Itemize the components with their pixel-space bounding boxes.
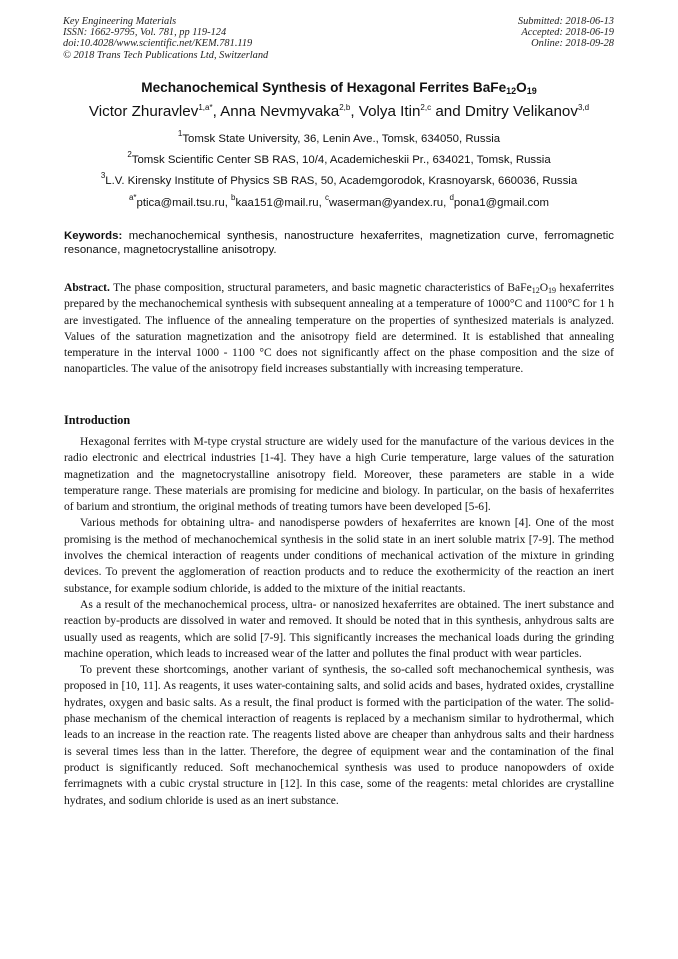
author-emails: $^{a*}$ptica@mail.tsu.ru, $^b$kaa151@mail.ru, $^c$waserman@yandex.ru, $^d$pona1@gmail.com bbox=[128, 193, 550, 209]
online-date: Online: 2018-09-28 bbox=[531, 38, 614, 50]
paper-title: Mechanochemical Synthesis of Hexagonal Ferrites $BaFe_{12}O_{19}$ bbox=[141, 80, 537, 96]
email-link[interactable]: waserman@yandex.ru bbox=[328, 197, 444, 209]
journal-name: Key Engineering Materials bbox=[63, 16, 177, 27]
introduction-body bbox=[64, 434, 614, 809]
affiliation-3: $^3$L.V. Kirensky Institute of Physics SB RAS, 50, Academgorodok, Krasnoyarsk, 660036, Russia bbox=[100, 171, 578, 187]
author-name: Volya Itin bbox=[358, 103, 421, 120]
paragraph: To prevent these shortcomings, another variant of synthesis, the so-called soft mechanochemical synthesis, was proposed in [10, 11]. As reagents, it uses water-containing salts, and solid acids and bases, hydrated oxides, crystalline hydrates, oxygen and basic salts. As a result, the final product is formed with the participation of the water. The solid-phase mechanism of the chemical interaction of reagents is replaced by a mechanism similar to hydrothermal, which leads to an increase in the reaction rate. The reagents listed above are cheaper than anhydrous salts and their hardness is several times less than in the latter. Therefore, the degree of equipment wear and the contamination of the final product is significantly reduced. Soft mechanochemical synthesis was used to produce nanopowders of oxide ferrimagnets with a cubic crystal structure in [12]. In this case, some of the reagents: metal chlorides are crystalline hydrates, and sodium chloride is used as an inert substance. bbox=[64, 664, 614, 807]
journal-info bbox=[63, 16, 268, 61]
affiliation-1: $^1$Tomsk State University, 36, Lenin Ave., Tomsk, 634050, Russia bbox=[177, 129, 501, 145]
accepted-date: Accepted: 2018-06-19 bbox=[521, 27, 614, 39]
submitted-date: Submitted: 2018-06-13 bbox=[517, 16, 614, 27]
abstract-section: Abstract. The phase composition, structural parameters, and basic magnetic characteristics of $BaFe_{12}O_{19}$ hexaferrites prepared by the mechanochemical synthesis with subsequent annealing at a temperature of 1000°C and 1100°C for 1 h are investigated. The influence of the annealing temperature on the properties of synthesized materials is analyzed. Values of the saturation magnetization and the anisotropy field are determined. It is established that annealing temperature in the interval 1000 - 1100 °C does not significantly affect on the phase composition and the size of nanoparticles. The value of the anisotropy field increases substantially with increasing temperature. bbox=[64, 282, 614, 376]
abstract-label: Abstract. bbox=[64, 282, 110, 294]
section-heading-introduction: Introduction bbox=[64, 413, 131, 427]
keywords-section bbox=[64, 230, 614, 258]
author-name: Dmitry Velikanov bbox=[464, 103, 578, 120]
doi-line: doi:10.4028/www.scientific.net/KEM.781.119 bbox=[63, 38, 253, 50]
paragraph: Hexagonal ferrites with M-type crystal structure are widely used for the manufacture of the various devices in the radio electronic and electrical industries [1-4]. They have a high Curie temperature, large values of the saturation magnetization and the magnetocrystalline anisotropy field. Moreover, these parameters are stable in a wide temperature range. These materials are promising for medicine and biology. In particular, on the basis of hexaferrites of barium and strontium, the original methods of treating tumors have been developed [5-6]. bbox=[64, 436, 614, 514]
author-list: Victor Zhuravlev$^{1,a*}$, Anna Nevmyvaka$^{2,b}$, Volya Itin$^{2,c}$ and Dmitry Velikanov$^{3,d}$ bbox=[88, 103, 590, 120]
email-link[interactable]: kaa151@mail.ru bbox=[235, 197, 319, 209]
author-name: Anna Nevmyvaka bbox=[220, 103, 340, 120]
issn-line: ISSN: 1662-9795, Vol. 781, pp 119-124 bbox=[63, 27, 227, 39]
email-link[interactable]: pona1@gmail.com bbox=[453, 197, 550, 209]
author-name: Victor Zhuravlev bbox=[88, 103, 199, 120]
dates-info bbox=[518, 16, 614, 50]
paragraph: Various methods for obtaining ultra- and nanodisperse powders of hexaferrites are known [4]. One of the most promising is the method of mechanochemical synthesis in the solid state in an inert soluble matrix [7-9]. The method involves the chemical interaction of reagents under conditions of mechanical activation of the mixture in grinding devices. To prevent the agglomeration of reaction products and to reduce the exothermicity of the reaction an inert substance, for example sodium chloride, is added to the mixture of the initial reactants. bbox=[64, 517, 614, 595]
copyright-line: © 2018 Trans Tech Publications Ltd, Switzerland bbox=[63, 49, 269, 61]
keywords-text: mechanochemical synthesis, nanostructure hexaferrites, magnetization curve, ferromagnetic resonance, magnetocrystalline anisotropy. bbox=[64, 230, 614, 256]
email-link[interactable]: ptica@mail.tsu.ru bbox=[136, 197, 225, 209]
paragraph: As a result of the mechanochemical process, ultra- or nanosized hexaferrites are obtained. The inert substance and reaction by-products are dissolved in water and removed. It should be noted that in this synthesis, anhydrous salts are usually used as reagents, which are solid [7-9]. This significantly increases the mechanical loads during the grinding machine operation, which leads to increased wear of the latter and pollutes the final product with wear particles. bbox=[64, 598, 614, 660]
affiliation-2: $^2$Tomsk Scientific Center SB RAS, 10/4, Academicheskii Pr., 634021, Tomsk, Russia bbox=[127, 150, 551, 166]
keywords-label: Keywords: bbox=[64, 230, 123, 242]
